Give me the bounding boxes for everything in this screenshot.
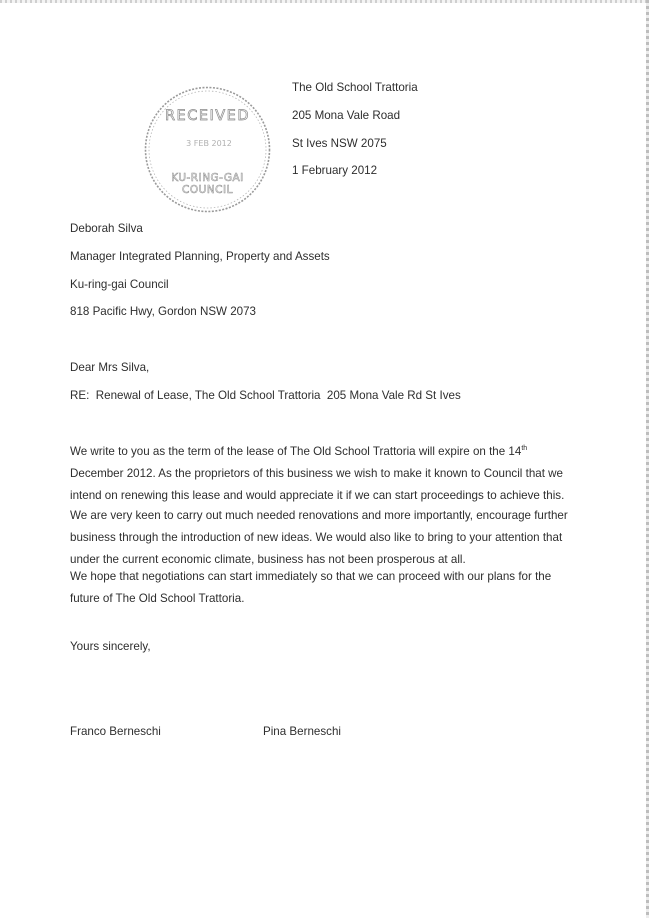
- letter-date: 1 February 2012: [292, 164, 378, 177]
- paragraph-1-start: We write to you as the term of the lease of The Old School Trattoria will expire on the 14: [70, 445, 522, 458]
- salutation: Dear Mrs Silva,: [70, 361, 150, 374]
- signatory-franco: Franco Berneschi: [70, 725, 161, 738]
- sender-street: 205 Mona Vale Road: [292, 109, 401, 122]
- ordinal-suffix: th: [521, 445, 528, 453]
- body-paragraph-3: We hope that negotiations can start immediately so that we can proceed with our plans for the future of The Old School Trattoria.: [70, 570, 552, 605]
- body-paragraph-1: [70, 441, 570, 507]
- stamp-bottom-text-2: COUNCIL: [182, 184, 233, 196]
- recipient-name: Deborah Silva: [70, 222, 143, 235]
- sender-name: The Old School Trattoria: [292, 81, 418, 94]
- closing: Yours sincerely,: [70, 640, 151, 653]
- body-paragraph-2: We are very keen to carry out much needed renovations and more importantly, encourage further business through the introduction of new ideas. We would also like to bring to your attention that under the current economic climate, business has not been prosperous at all.: [70, 509, 568, 566]
- recipient-title: Manager Integrated Planning, Property and Assets: [70, 250, 330, 263]
- received-stamp: [140, 82, 275, 217]
- stamp-date-text: 3 FEB 2012: [186, 139, 232, 148]
- paragraph-1-end: December 2012. As the proprietors of this business we wish to make it known to Council that we intend on renewing this lease and would appreciate it if we can start proceedings to achieve this.: [70, 467, 565, 502]
- signatory-pina: Pina Berneschi: [263, 725, 341, 738]
- scan-edge-top: [0, 0, 649, 3]
- subject-line: RE: Renewal of Lease, The Old School Trattoria 205 Mona Vale Rd St Ives: [70, 389, 461, 402]
- stamp-top-text: RECEIVED: [164, 108, 251, 124]
- recipient-organisation: Ku-ring-gai Council: [70, 278, 169, 291]
- sender-suburb: St Ives NSW 2075: [292, 137, 387, 150]
- stamp-bottom-text-1: KU-RING-GAI: [171, 172, 244, 184]
- recipient-address: 818 Pacific Hwy, Gordon NSW 2073: [70, 305, 257, 318]
